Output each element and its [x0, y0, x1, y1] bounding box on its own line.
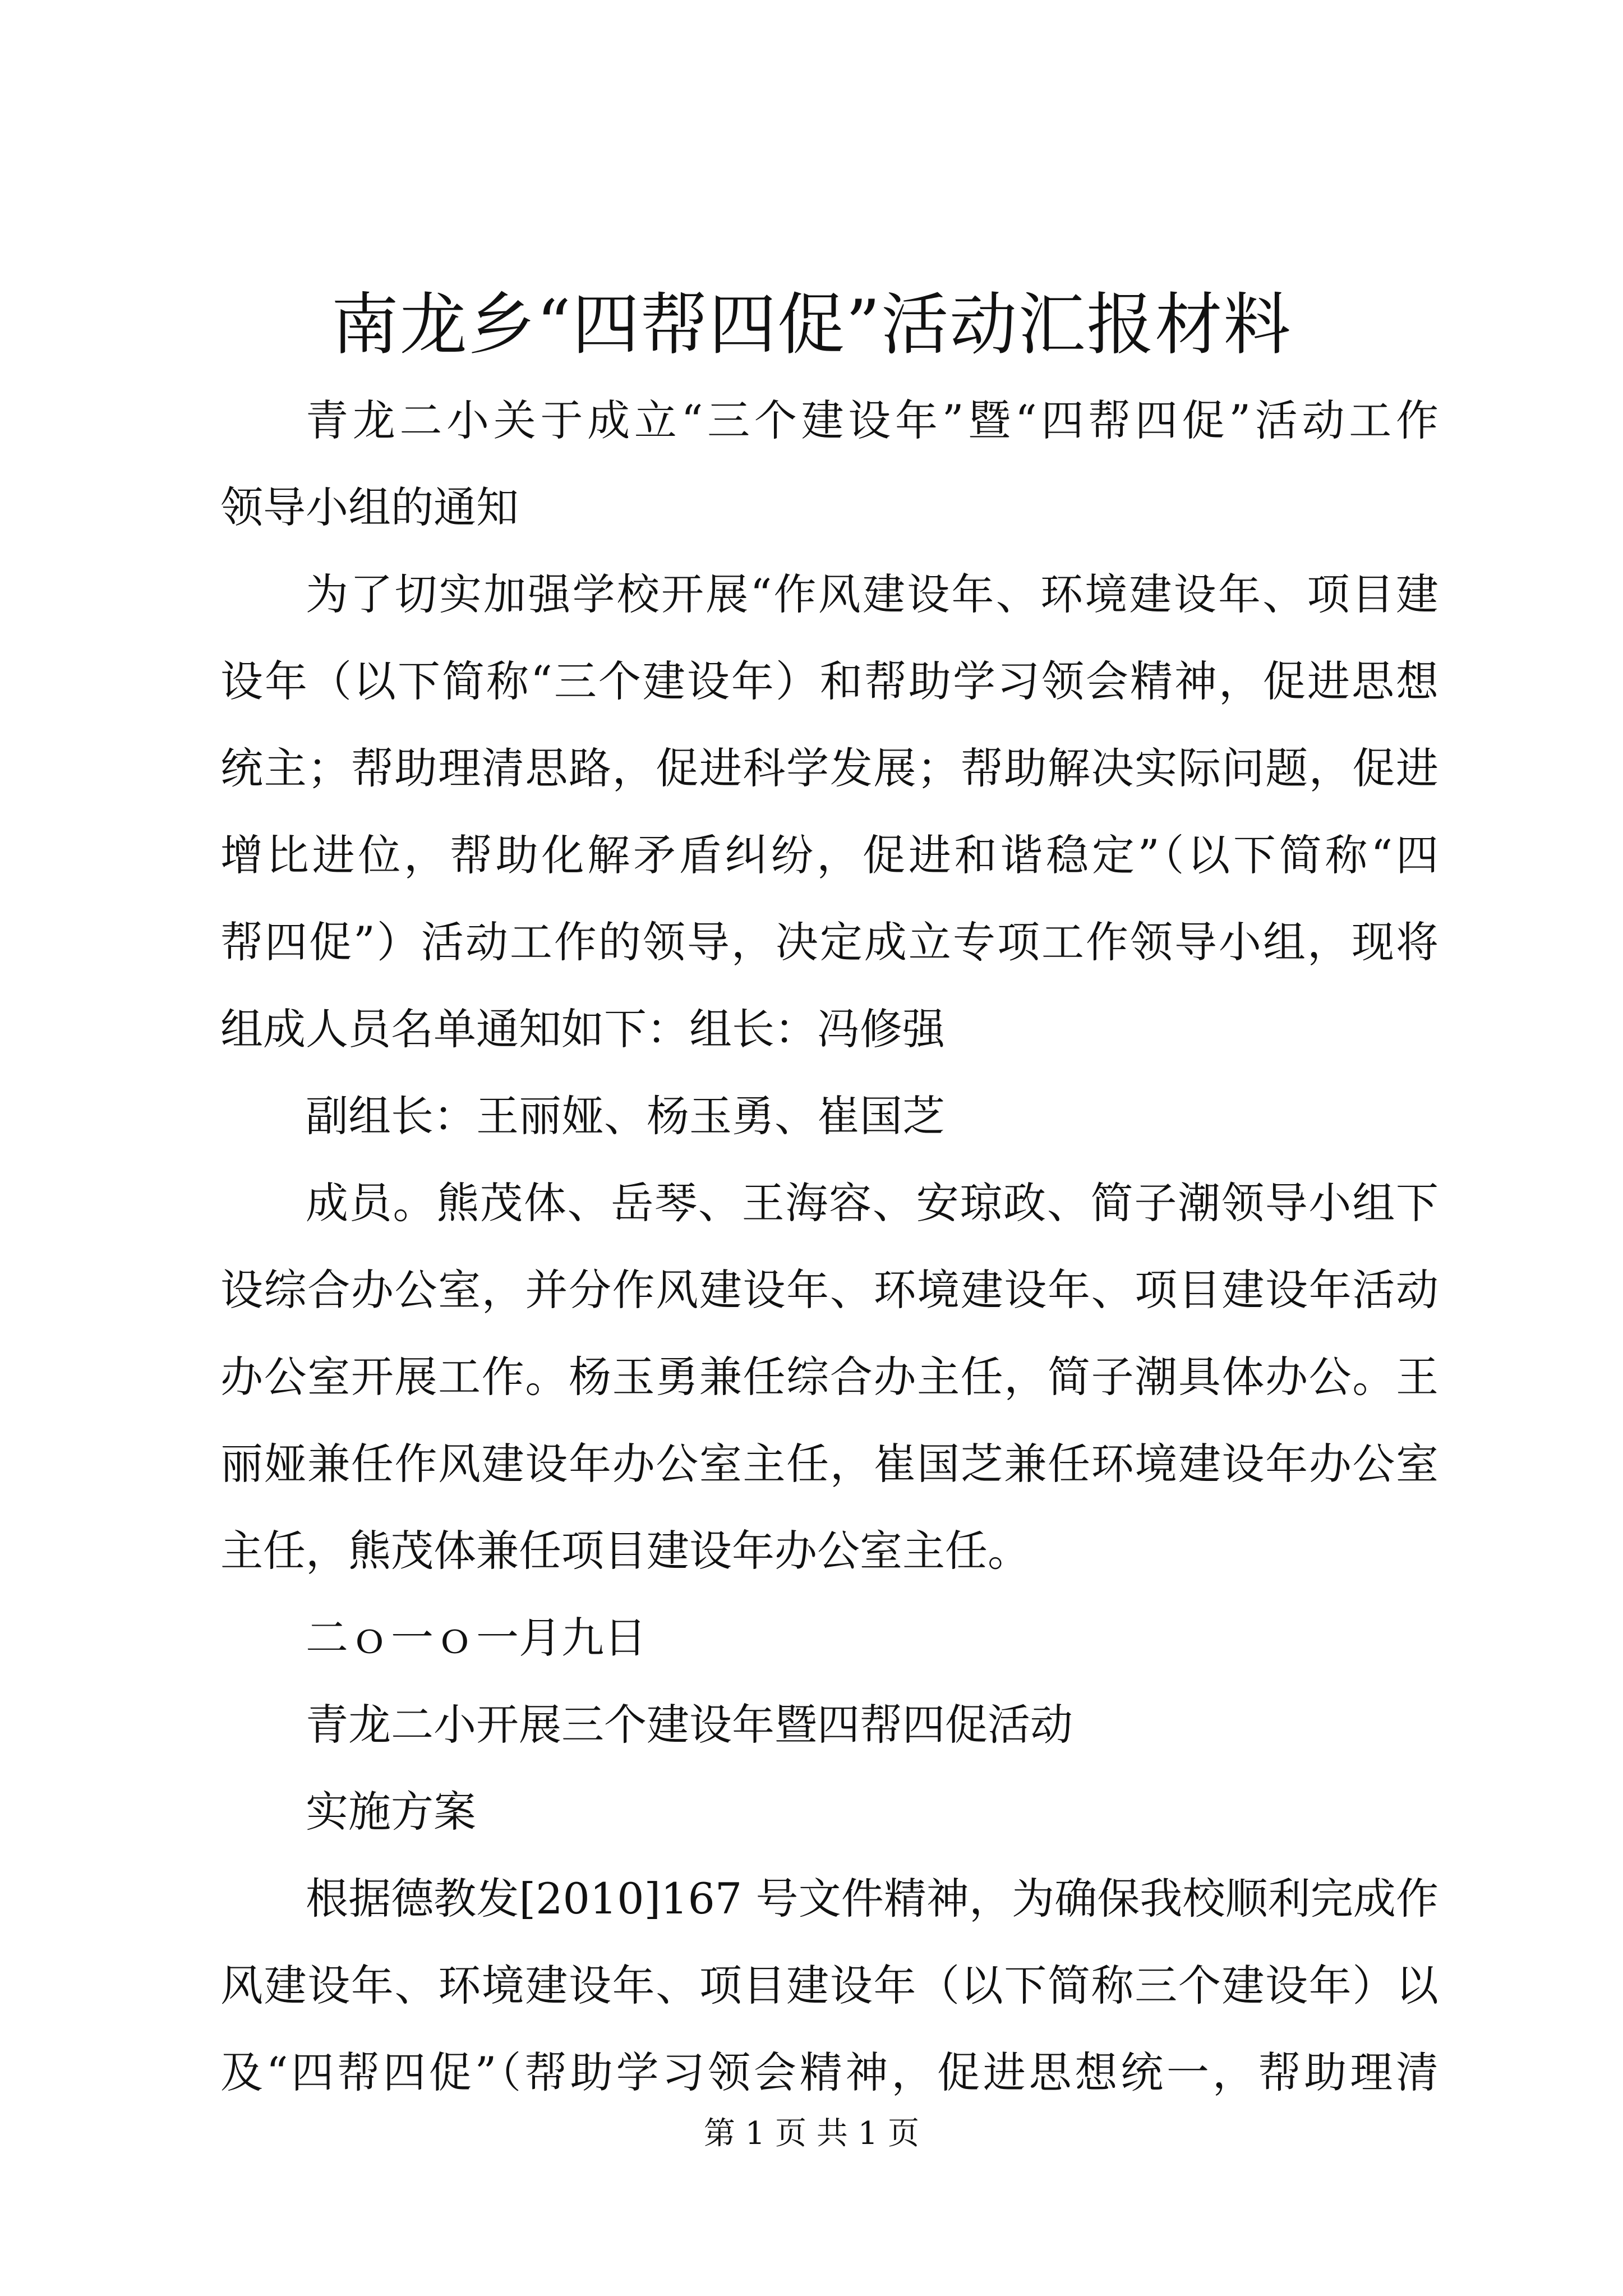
- paragraph-line: 帮四促”）活动工作的领导，决定成立专项工作领导小组，现将: [220, 917, 1438, 967]
- paragraph-line: 风建设年、环境建设年、项目建设年（以下简称三个建设年）以: [220, 1961, 1438, 2010]
- paragraph-line: 统主；帮助理清思路，促进科学发展；帮助解决实际问题，促进: [220, 743, 1438, 793]
- section-heading: 青龙二小开展三个建设年暨四帮四促活动: [306, 1700, 1073, 1750]
- paragraph-line: 为了切实加强学校开展“作风建设年、环境建设年、项目建: [306, 569, 1438, 619]
- paragraph-line: 设综合办公室，并分作风建设年、环境建设年、项目建设年活动: [220, 1265, 1438, 1315]
- document-body: [220, 377, 1438, 2116]
- paragraph-line: 丽娅兼任作风建设年办公室主任，崔国芝兼任环境建设年办公室: [220, 1439, 1438, 1489]
- paragraph-line: 设年（以下简称“三个建设年）和帮助学习领会精神，促进思想: [220, 656, 1438, 706]
- document-title: 南龙乡“四帮四促”活动汇报材料: [331, 286, 1292, 364]
- page-footer: 第 1 页 共 1 页: [703, 2115, 920, 2152]
- paragraph-line: 增比进位，帮助化解矛盾纠纷，促进和谐稳定”（以下简称“四: [220, 830, 1438, 880]
- date-line: 二ｏ一ｏ一月九日: [306, 1613, 647, 1663]
- section-heading: 实施方案: [306, 1787, 476, 1837]
- paragraph-line: 及“四帮四促”（帮助学习领会精神，促进思想统一，帮助理清: [220, 2047, 1438, 2097]
- paragraph-line: 副组长：王丽娅、杨玉勇、崔国芝: [306, 1091, 945, 1141]
- paragraph-line: 组成人员名单通知如下：组长：冯修强: [220, 1004, 945, 1054]
- paragraph-line: 成员。熊茂体、岳琴、王海容、安琼政、简子潮领导小组下: [306, 1178, 1438, 1228]
- paragraph-line: 主任，熊茂体兼任项目建设年办公室主任。: [220, 1526, 1030, 1576]
- paragraph-line: 领导小组的通知: [220, 482, 519, 532]
- paragraph-line: 办公室开展工作。杨玉勇兼任综合办主任，简子潮具体办公。王: [220, 1352, 1438, 1402]
- paragraph-line: 青龙二小关于成立“三个建设年”暨“四帮四促”活动工作: [306, 395, 1438, 445]
- paragraph-line: 根据德教发[2010]167 号文件精神，为确保我校顺利完成作: [306, 1874, 1438, 1924]
